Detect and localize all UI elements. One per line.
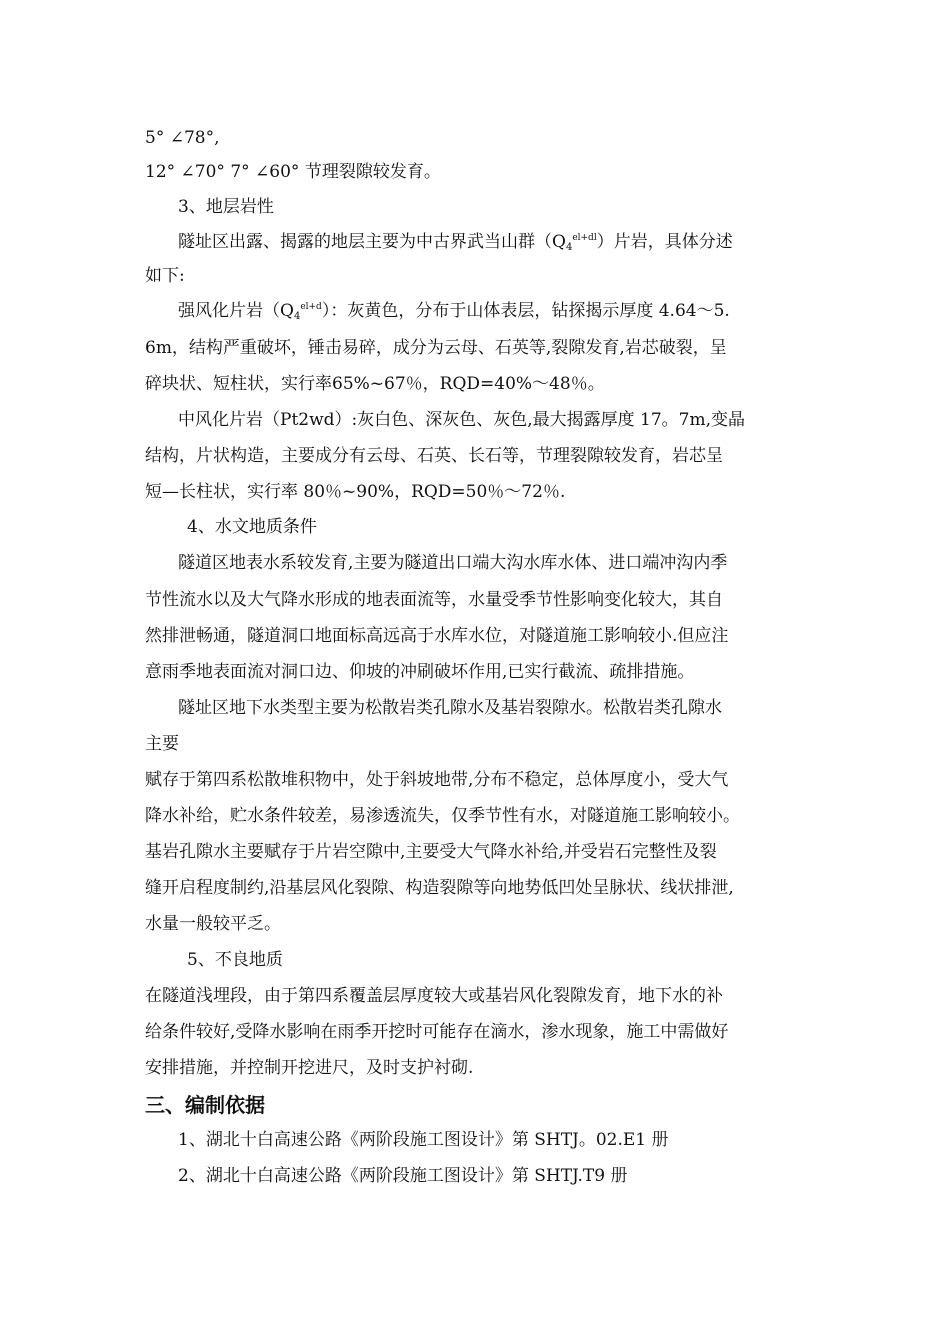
text-line: 隧道区地表水系较发育,主要为隧道出口端大沟水库水体、进口端冲沟内季 [178, 553, 728, 573]
superscript: el+d [300, 302, 322, 312]
text-fragment: ）片岩，具体分述 [596, 232, 733, 252]
text-line: 主要 [145, 734, 179, 754]
subsection-heading-geology: 5、不良地质 [187, 950, 283, 970]
text-line: 基岩孔隙水主要赋存于片岩空隙中,主要受大气降水补给,并受岩石完整性及裂 [145, 842, 717, 862]
text-line: 结构，片状构造，主要成分有云母、石英、长石等，节理裂隙较发育，岩芯呈 [145, 446, 723, 466]
text-line: 赋存于第四系松散堆积物中，处于斜坡地带,分布不稳定，总体厚度小，受大气 [145, 770, 729, 790]
text-line: 6m，结构严重破坏，锤击易碎，成分为云母、石英等,裂隙发育,岩芯破裂，呈 [145, 338, 727, 358]
text-line: 降水补给，贮水条件较差，易渗透流失，仅季节性有水，对隧道施工影响较小。 [145, 806, 740, 826]
text-line: 5° ∠78°, [145, 128, 220, 148]
text-line: 短—长柱状，实行率 80％~90%，RQD=50％～72％. [145, 482, 566, 502]
text-line: 安排措施，并控制开挖进尺，及时支护衬砌. [145, 1058, 474, 1078]
reference-item: 1、湖北十白高速公路《两阶段施工图设计》第 SHTJ。02.E1 册 [178, 1130, 669, 1150]
text-line: 碎块状、短柱状，实行率65%~67％，RQD=40%～48％。 [145, 374, 605, 394]
section-heading: 三、编制依据 [145, 1093, 265, 1117]
text-line: 隧址区地下水类型主要为松散岩类孔隙水及基岩裂隙水。松散岩类孔隙水 [178, 698, 722, 718]
text-line: 中风化片岩（Pt2wd）:灰白色、深灰色、灰色,最大揭露厚度 17。7m,变晶 [178, 410, 746, 430]
text-line: 然排泄畅通，隧道洞口地面标高远高于水库水位，对隧道施工影响较小.但应注 [145, 626, 729, 646]
text-line: 意雨季地表面流对洞口边、仰坡的冲刷破坏作用,已实行截流、疏排措施。 [145, 662, 695, 682]
text-line: 节性流水以及大气降水形成的地表面流等，水量受季节性影响变化较大，其自 [145, 590, 723, 610]
subscript: 4 [565, 242, 573, 253]
text-line: 给条件较好,受降水影响在雨季开挖时可能存在滴水，渗水现象，施工中需做好 [145, 1022, 729, 1042]
subsection-heading-hydrology: 4、水文地质条件 [187, 517, 317, 537]
reference-item: 2、湖北十白高速公路《两阶段施工图设计》第 SHTJ.T9 册 [178, 1166, 628, 1186]
text-line: 如下: [145, 266, 185, 286]
text-line [178, 232, 733, 252]
text-line: 缝开启程度制约,沿基层风化裂隙、构造裂隙等向地势低凹处呈脉状、线状排泄, [145, 878, 734, 898]
text-line [178, 301, 730, 321]
superscript: el+dl [572, 233, 597, 243]
text-fragment: 强风化片岩（Q [178, 301, 294, 321]
subsection-heading-stratum: 3、地层岩性 [178, 197, 274, 217]
text-fragment: ）：灰黄色，分布于山体表层，钻探揭示厚度 4.64～5. [321, 301, 730, 321]
text-line: 在隧道浅埋段，由于第四系覆盖层厚度较大或基岩风化裂隙发育，地下水的补 [145, 986, 723, 1006]
text-line: 12° ∠70° 7° ∠60° 节理裂隙较发育。 [145, 162, 441, 182]
text-line: 水量一般较平乏。 [145, 914, 281, 934]
subscript: 4 [293, 311, 301, 322]
text-fragment: 隧址区出露、揭露的地层主要为中古界武当山群（Q [178, 232, 566, 252]
